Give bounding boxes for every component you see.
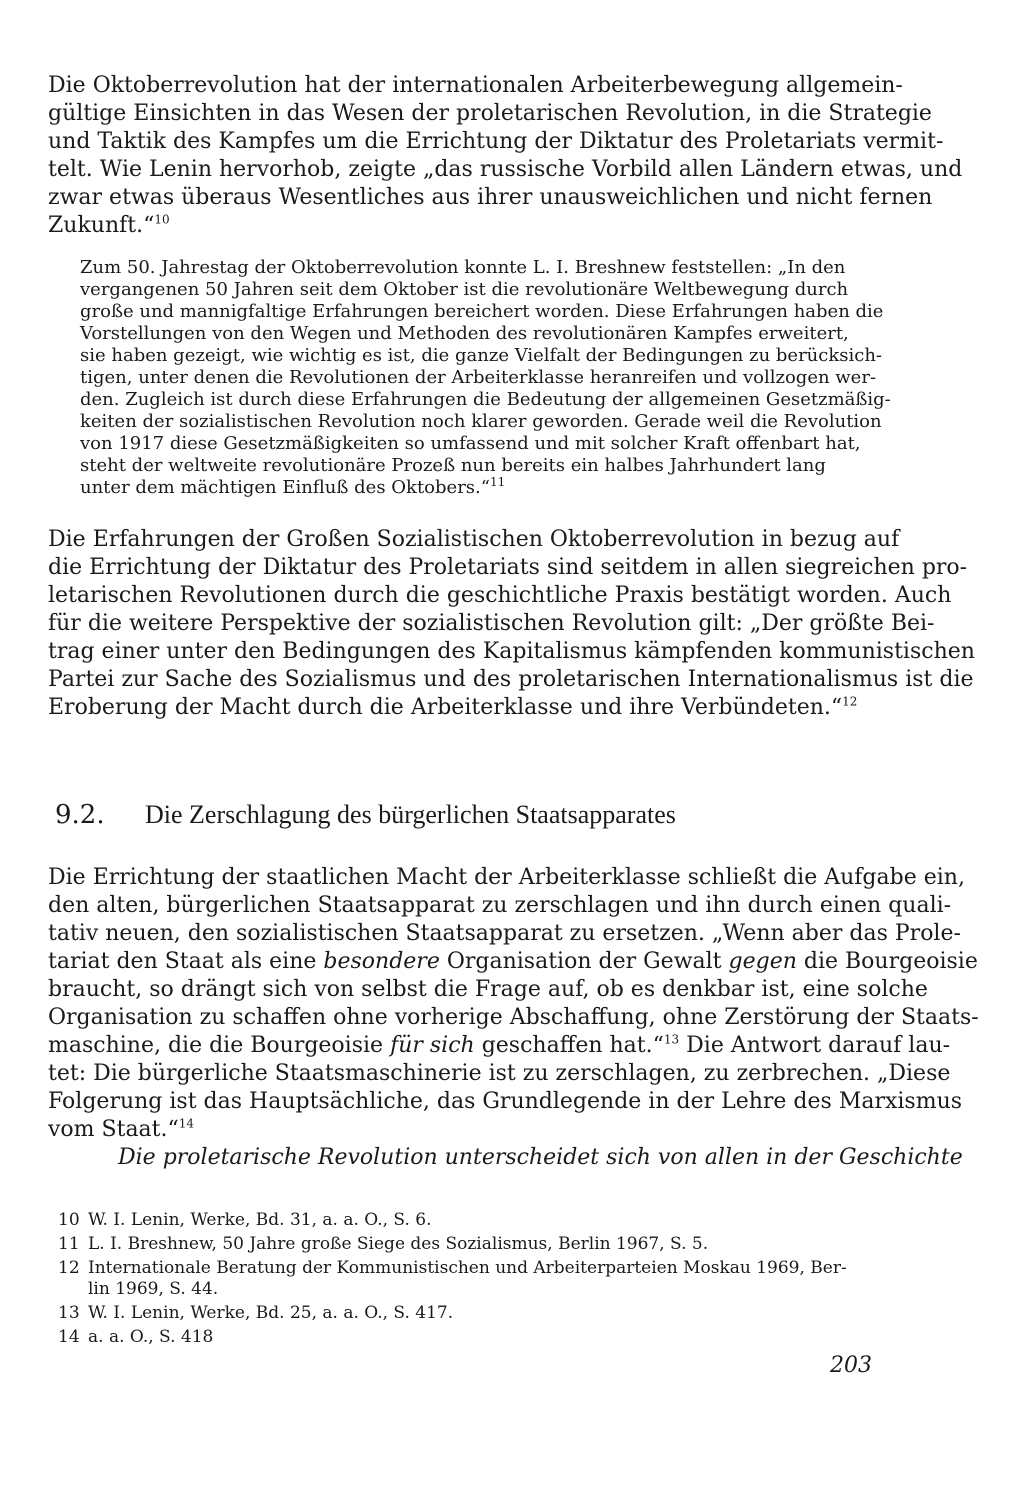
footnote-item bbox=[58, 1210, 878, 1231]
footnote-number: 12 bbox=[58, 1258, 80, 1278]
text-fragment: maschine, die die Bourgeoisie bbox=[48, 1033, 391, 1058]
text-fragment: die Bourgeoisie bbox=[796, 949, 978, 974]
footnote-number: 14 bbox=[58, 1327, 80, 1347]
text-line: Zum 50. Jahrestag der Oktoberrevolution konnte L. I. Breshnew feststellen: „In den bbox=[80, 257, 846, 278]
footnote-text bbox=[88, 1258, 847, 1300]
emphasis-text: gegen bbox=[728, 949, 797, 974]
footnote-item bbox=[58, 1258, 878, 1300]
footnote-text-line: lin 1969, S. 44. bbox=[88, 1279, 219, 1299]
text-line: keiten der sozialistischen Revolution noch klarer geworden. Gerade weil die Revolution bbox=[80, 411, 882, 432]
footnote-ref: 10 bbox=[154, 212, 170, 227]
text-fragment: geschaffen hat.“ bbox=[474, 1033, 664, 1058]
paragraph-erfahrungen bbox=[48, 526, 975, 722]
text-line: Die Errichtung der staatlichen Macht der Arbeiterklasse schließt die Aufgabe ein, bbox=[48, 865, 965, 890]
text-line: große und mannigfaltige Erfahrungen bereichert worden. Diese Erfahrungen haben die bbox=[80, 301, 884, 322]
text-line bbox=[48, 1116, 864, 1144]
text-line: den. Zugleich ist durch diese Erfahrungen die Bedeutung der allgemeinen Gesetzmäßig- bbox=[80, 389, 891, 410]
footnote-text: a. a. O., S. 418 bbox=[88, 1327, 214, 1347]
text-line: den alten, bürgerlichen Staatsapparat zu zerschlagen und ihn durch einen quali- bbox=[48, 893, 952, 918]
text-line: steht der weltweite revolutionäre Prozeß nun bereits ein halbes Jahrhundert lang bbox=[80, 455, 826, 476]
text-line: vergangenen 50 Jahren seit dem Oktober ist die revolutionäre Weltbewegung durch bbox=[80, 279, 849, 300]
emphasis-text: besondere bbox=[323, 949, 440, 974]
footnote-ref: 12 bbox=[842, 694, 858, 709]
page-number: 203 bbox=[830, 1353, 872, 1378]
footnote-item bbox=[58, 1234, 878, 1255]
text-line: zwar etwas überaus Wesentliches aus ihrer unausweichlichen und nicht fernen bbox=[48, 185, 933, 210]
text-fragment: Organisation der Gewalt bbox=[439, 949, 729, 974]
text-fragment: tariat den Staat als eine bbox=[48, 949, 324, 974]
footnote-text: L. I. Breshnew, 50 Jahre große Siege des Sozialismus, Berlin 1967, S. 5. bbox=[88, 1234, 709, 1254]
text-fragment: Eroberung der Macht durch die Arbeiterklasse und ihre Verbündeten.“ bbox=[48, 695, 843, 720]
footnote-ref: 13 bbox=[663, 1032, 680, 1047]
footnote-number: 13 bbox=[58, 1303, 80, 1323]
footnote-ref: 14 bbox=[178, 1116, 195, 1131]
footnote-text: W. I. Lenin, Werke, Bd. 25, a. a. O., S. 417. bbox=[88, 1303, 454, 1323]
text-line: Die Oktoberrevolution hat der internationalen Arbeiterbewegung allgemein- bbox=[48, 73, 903, 98]
text-fragment: Zukunft.“ bbox=[48, 213, 155, 238]
footnote-text: W. I. Lenin, Werke, Bd. 31, a. a. O., S. 6. bbox=[88, 1210, 432, 1230]
text-line bbox=[48, 694, 864, 722]
text-line: braucht, so drängt sich von selbst die Frage auf, ob es denkbar ist, eine solche bbox=[48, 977, 928, 1002]
text-line: Partei zur Sache des Sozialismus und des proletarischen Internationalismus ist die bbox=[48, 667, 974, 692]
text-line bbox=[48, 212, 864, 240]
section-title: Die Zerschlagung des bürgerlichen Staatsapparates bbox=[145, 800, 676, 829]
text-line bbox=[48, 1144, 963, 1172]
text-fragment: unter dem mächtigen Einfluß des Oktobers.“ bbox=[80, 477, 490, 498]
text-line: telt. Wie Lenin hervorhob, zeigte „das russische Vorbild allen Ländern etwas, und bbox=[48, 157, 963, 182]
text-line: die Errichtung der Diktatur des Proletariats sind seitdem in allen siegreichen pro- bbox=[48, 555, 968, 580]
text-line: Vorstellungen von den Wegen und Methoden des revolutionären Kampfes erweitert, bbox=[80, 323, 849, 344]
text-fragment: Die Antwort darauf lau- bbox=[679, 1033, 951, 1058]
emphasis-text: Die proletarische Revolution unterscheidet sich von allen in der Geschichte bbox=[118, 1145, 963, 1170]
text-line: Die Erfahrungen der Großen Sozialistischen Oktoberrevolution in bezug auf bbox=[48, 527, 900, 552]
footnote-ref: 11 bbox=[489, 475, 506, 489]
paragraph-errichtung bbox=[48, 864, 979, 1172]
text-line: Organisation zu schaffen ohne vorherige Abschaffung, ohne Zerstörung der Staats- bbox=[48, 1005, 979, 1030]
emphasis-text: für sich bbox=[390, 1033, 475, 1058]
paragraph-oktoberrevolution bbox=[48, 72, 963, 240]
text-line bbox=[48, 1032, 951, 1060]
text-line bbox=[80, 477, 866, 499]
text-line: gültige Einsichten in das Wesen der proletarischen Revolution, in die Strategie bbox=[48, 101, 932, 126]
text-fragment: vom Staat.“ bbox=[48, 1117, 179, 1142]
footnotes bbox=[58, 1210, 878, 1348]
footnote-text-line: Internationale Beratung der Kommunistischen und Arbeiterparteien Moskau 1969, Ber- bbox=[88, 1258, 847, 1278]
quote-breshnew bbox=[80, 257, 891, 499]
text-line: für die weitere Perspektive der sozialistischen Revolution gilt: „Der größte Bei- bbox=[48, 611, 935, 636]
section-heading bbox=[55, 798, 676, 832]
text-line bbox=[48, 948, 978, 976]
text-line: tativ neuen, den sozialistischen Staatsapparat zu ersetzen. „Wenn aber das Prole- bbox=[48, 921, 961, 946]
footnote-number: 10 bbox=[58, 1210, 80, 1230]
footnote-item bbox=[58, 1327, 878, 1348]
text-line: tet: Die bürgerliche Staatsmaschinerie ist zu zerschlagen, zu zerbrechen. „Diese bbox=[48, 1061, 951, 1086]
text-line: und Taktik des Kampfes um die Errichtung der Diktatur des Proletariats vermit- bbox=[48, 129, 944, 154]
text-line: tigen, unter denen die Revolutionen der Arbeiterklasse heranreifen und vollzogen wer- bbox=[80, 367, 877, 388]
text-line: trag einer unter den Bedingungen des Kapitalismus kämpfenden kommunistischen bbox=[48, 639, 975, 664]
text-line: letarischen Revolutionen durch die geschichtliche Praxis bestätigt worden. Auch bbox=[48, 583, 952, 608]
section-number: 9.2. bbox=[55, 800, 105, 830]
text-line: Folgerung ist das Hauptsächliche, das Grundlegende in der Lehre des Marxismus bbox=[48, 1089, 963, 1114]
footnote-number: 11 bbox=[58, 1234, 80, 1254]
footnote-item bbox=[58, 1303, 878, 1324]
text-line: sie haben gezeigt, wie wichtig es ist, die ganze Vielfalt der Bedingungen zu berücksich- bbox=[80, 345, 883, 366]
text-line: von 1917 diese Gesetzmäßigkeiten so umfassend und mit solcher Kraft offenbart hat, bbox=[80, 433, 861, 454]
